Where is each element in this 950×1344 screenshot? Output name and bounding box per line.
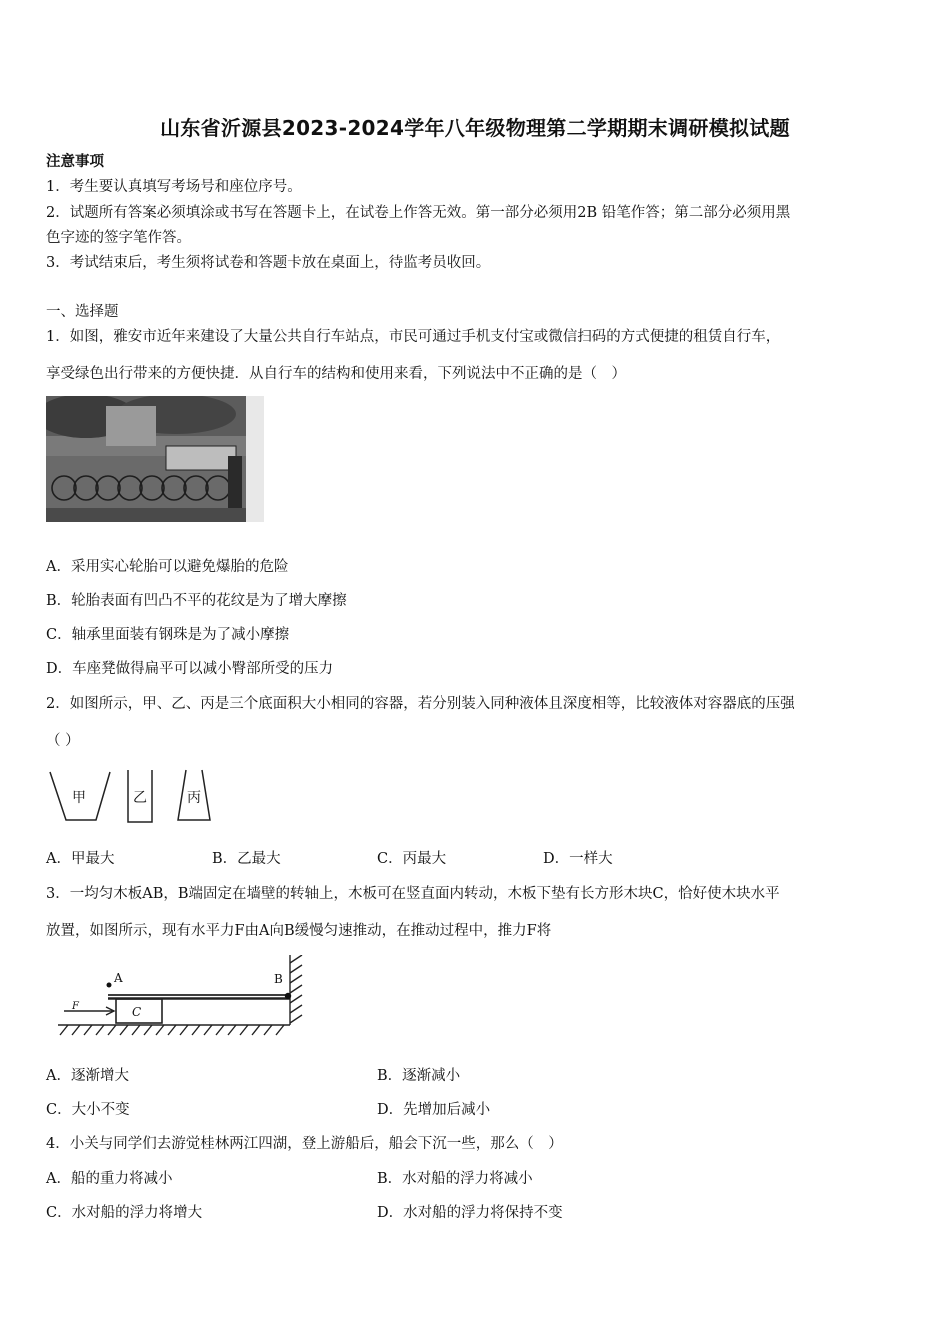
container-label-yi: 乙 bbox=[133, 790, 147, 806]
q4-option-c: C．水对船的浮力将增大 bbox=[46, 1205, 203, 1221]
q2-stem-line2: （ ） bbox=[46, 733, 80, 749]
q4-option-a: A．船的重力将减小 bbox=[46, 1171, 173, 1187]
q2-option-c: C．丙最大 bbox=[377, 851, 447, 867]
q3-option-b: B．逐渐减小 bbox=[377, 1068, 461, 1084]
q1-option-b: B．轮胎表面有凹凸不平的花纹是为了增大摩擦 bbox=[46, 593, 347, 609]
bicycle-station-photo bbox=[46, 396, 264, 522]
q2-option-b: B．乙最大 bbox=[212, 851, 281, 867]
q4-option-d: D．水对船的浮力将保持不变 bbox=[377, 1205, 563, 1221]
lever-label-a: A bbox=[114, 971, 123, 985]
container-label-jia: 甲 bbox=[72, 790, 86, 806]
q3-option-d: D．先增加后减小 bbox=[377, 1102, 491, 1118]
q2-option-a: A．甲最大 bbox=[46, 851, 115, 867]
notice-heading: 注意事项 bbox=[46, 153, 104, 170]
lever-label-b: B bbox=[274, 972, 283, 986]
q2-stem-line1: 2．如图所示，甲、乙、丙是三个底面积大小相同的容器，若分别装入同种液体且深度相等，比较液体对容器底的压强 bbox=[46, 696, 795, 712]
q3-option-a: A．逐渐增大 bbox=[46, 1068, 129, 1084]
q1-option-c: C．轴承里面装有钢珠是为了减小摩擦 bbox=[46, 627, 290, 643]
lever-label-f: F bbox=[72, 1001, 79, 1012]
notice-item: 1．考生要认真填写考场号和座位序号。 bbox=[46, 179, 302, 195]
section-heading: 一、选择题 bbox=[46, 304, 119, 320]
notice-item: 3．考试结束后，考生须将试卷和答题卡放在桌面上，待监考员收回。 bbox=[46, 255, 491, 271]
q4-stem: 4．小关与同学们去游觉桂林两江四湖，登上游船后，船会下沉一些，那么（ ） bbox=[46, 1136, 563, 1152]
notice-item: 色字迹的签字笔作答。 bbox=[46, 230, 191, 246]
q3-stem-line1: 3．一均匀木板AB，B端固定在墙壁的转轴上，木板可在竖直面内转动，木板下垫有长方形木块C，恰好使木块水平 bbox=[46, 886, 780, 902]
lever-figure bbox=[58, 955, 308, 1045]
q3-option-c: C．大小不变 bbox=[46, 1102, 130, 1118]
q1-option-a: A．采用实心轮胎可以避免爆胎的危险 bbox=[46, 559, 289, 575]
exam-title: 山东省沂源县2023-2024学年八年级物理第二学期期末调研模拟试题 bbox=[160, 116, 790, 140]
three-containers-figure bbox=[48, 768, 218, 828]
q1-stem-line1: 1．如图，雅安市近年来建设了大量公共自行车站点，市民可通过手机支付宝或微信扫码的方式便捷的租赁自行车， bbox=[46, 329, 781, 345]
notice-item: 2．试题所有答案必须填涂或书写在答题卡上，在试卷上作答无效。第一部分必须用2B 铅笔作答；第二部分必须用黑 bbox=[46, 205, 791, 221]
q4-option-b: B．水对船的浮力将减小 bbox=[377, 1171, 533, 1187]
lever-label-c: C bbox=[132, 1005, 142, 1019]
q2-option-d: D．一样大 bbox=[543, 851, 613, 867]
q1-stem-line2: 享受绿色出行带来的方便快捷．从自行车的结构和使用来看，下列说法中不正确的是（ ） bbox=[46, 366, 626, 382]
q3-stem-line2: 放置，如图所示，现有水平力F由A向B缓慢匀速推动，在推动过程中，推力F将 bbox=[46, 923, 552, 939]
container-label-bing: 丙 bbox=[187, 790, 201, 806]
q1-option-d: D．车座凳做得扁平可以减小臀部所受的压力 bbox=[46, 661, 334, 677]
